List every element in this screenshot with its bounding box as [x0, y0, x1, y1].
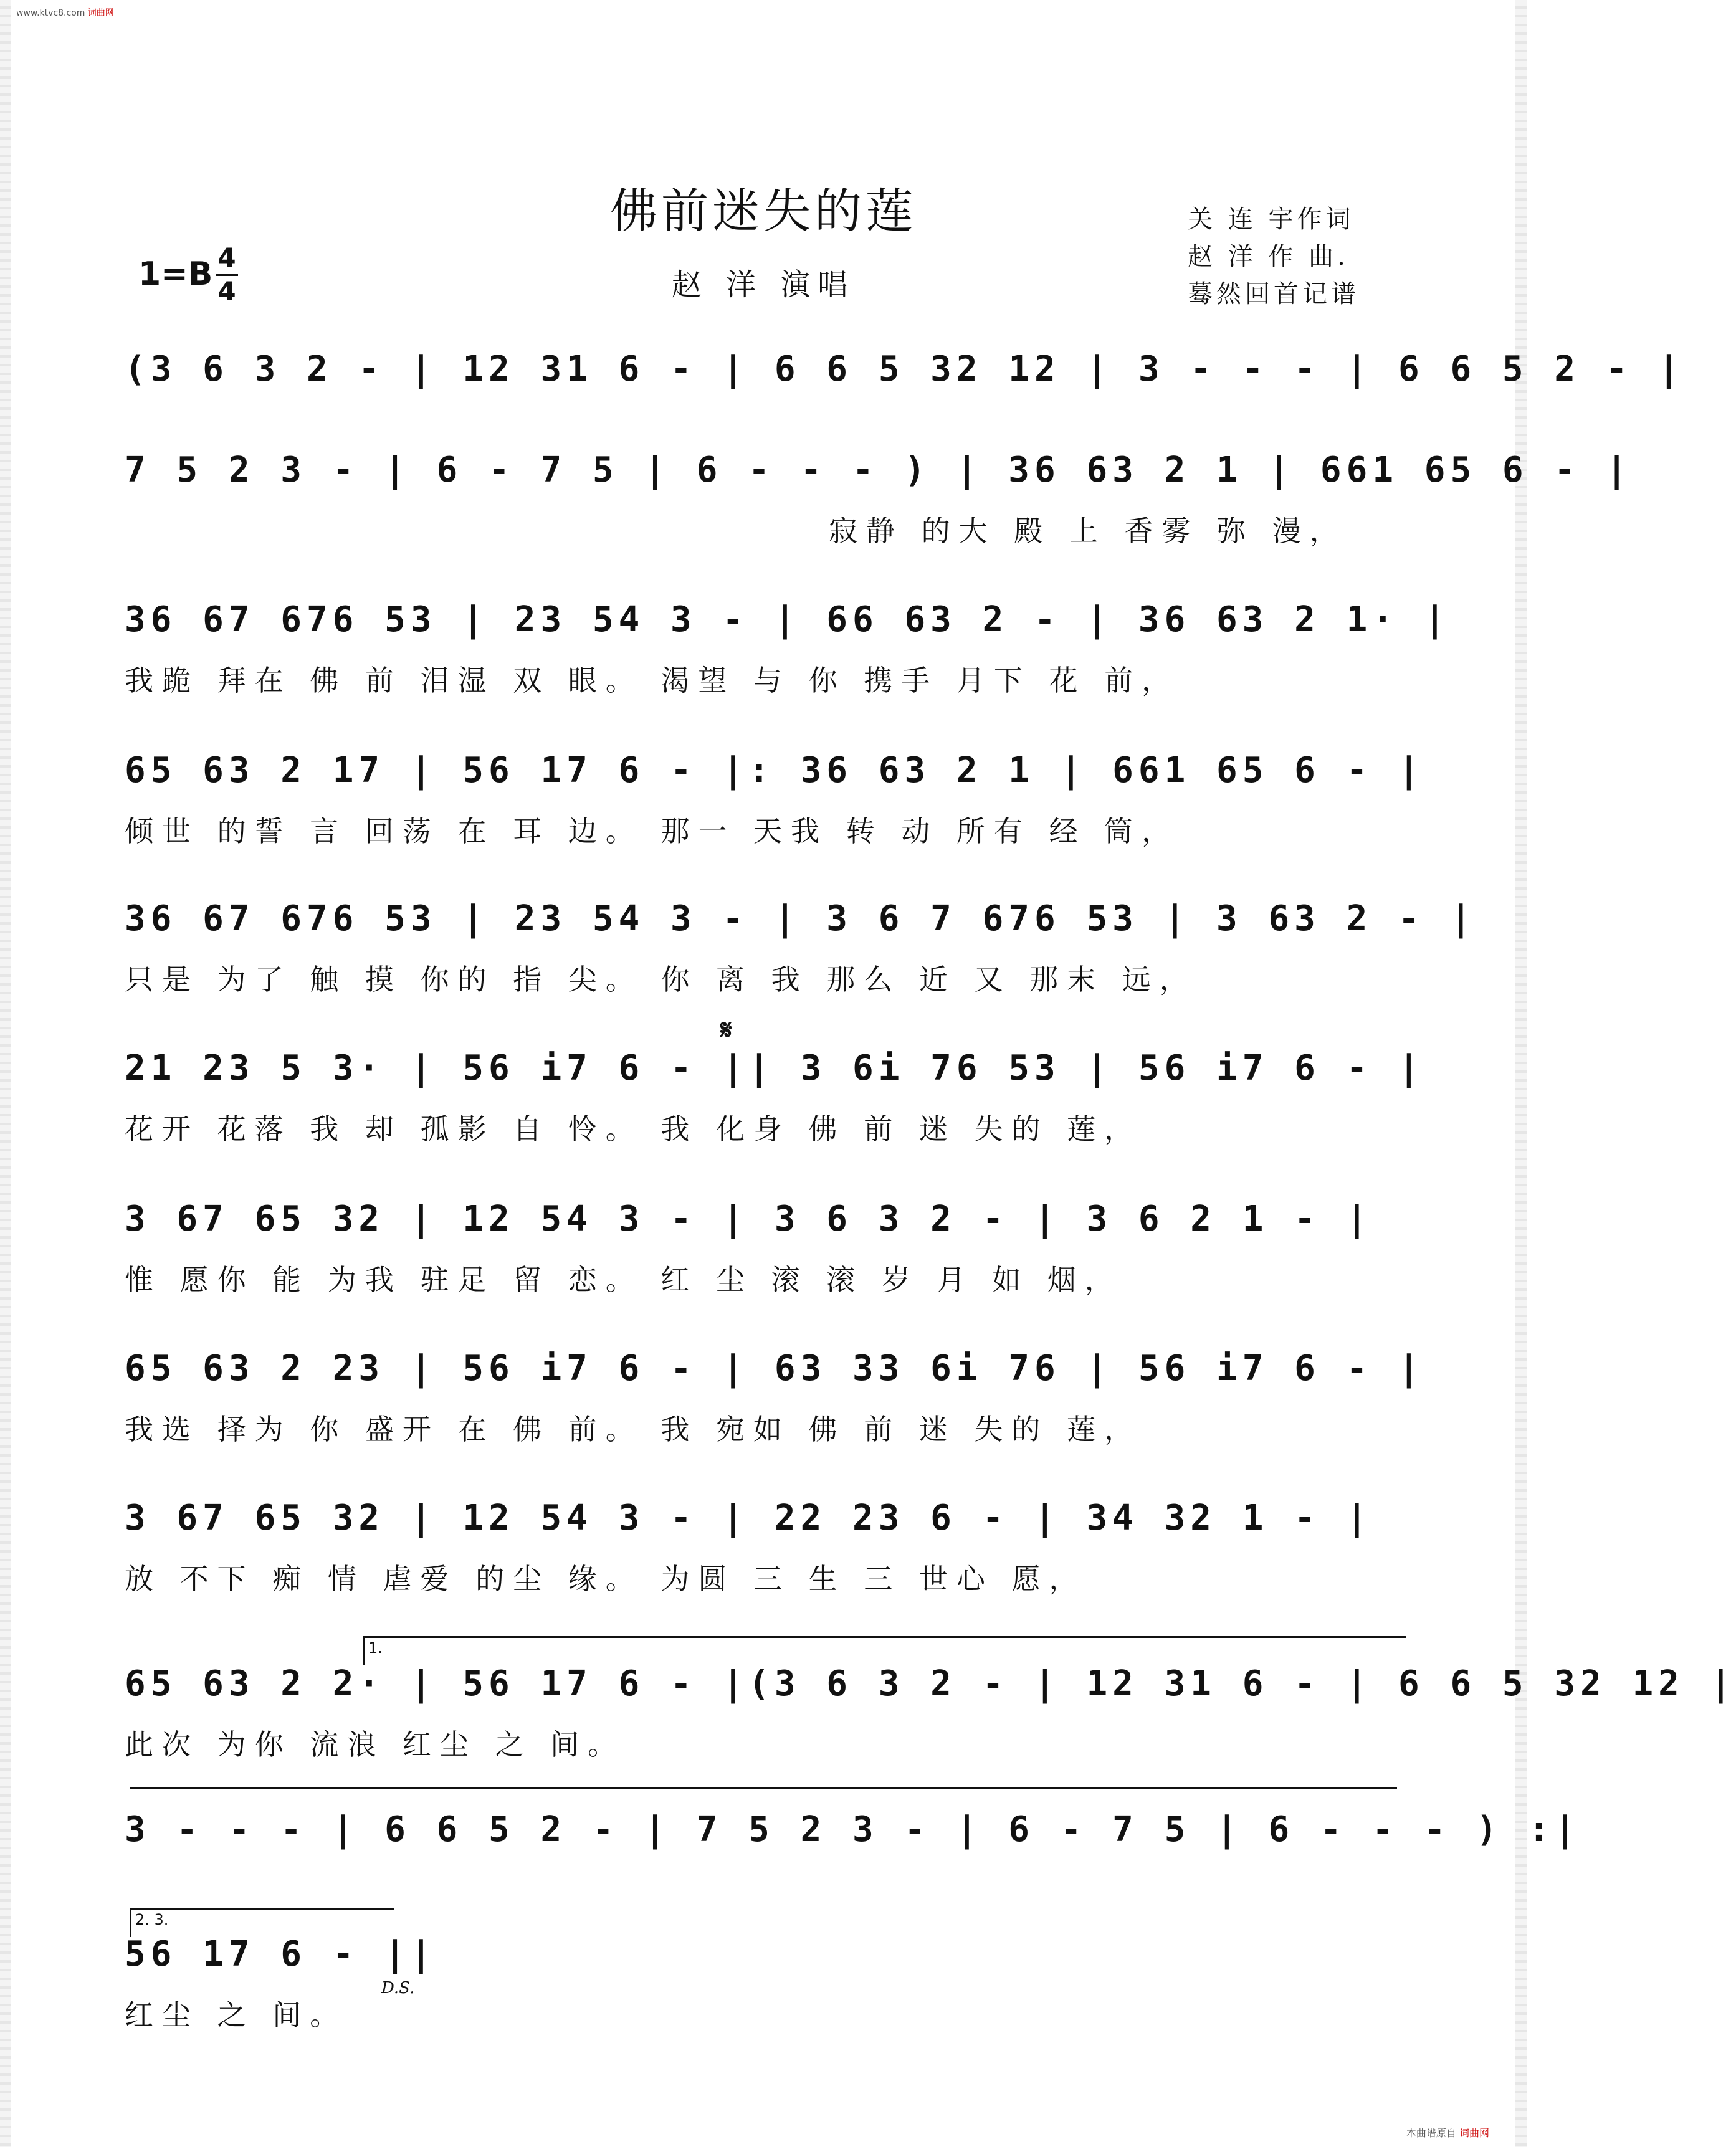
- site-url: www.ktvc8.com: [16, 8, 85, 18]
- lyric-row-10: 此次 为你 流浪 红尘 之 间。: [125, 1728, 626, 1761]
- site-logo-top: 词曲网: [87, 8, 114, 18]
- credits-block: [1188, 201, 1360, 313]
- first-ending-bracket: [363, 1636, 1406, 1665]
- notation-row-2: 7 5 2 3 - | 6 - 7 5 | 6 - - - ) | 36 63 2 1 | 661 65 6 - |: [125, 450, 1633, 490]
- lyric-row-8: 我选 择为 你 盛开 在 佛 前。 我 宛如 佛 前 迷 失的 莲，: [125, 1412, 1142, 1446]
- song-title: 佛前迷失的莲: [610, 183, 917, 239]
- site-logo-bottom: 词曲网: [1459, 2127, 1489, 2139]
- lyric-row-3: 我跪 拜在 佛 前 泪湿 双 眼。 渴望 与 你 携手 月下 花 前，: [125, 664, 1180, 697]
- notation-row-11: 3 - - - | 6 6 5 2 - | 7 5 2 3 - | 6 - 7 5 | 6 - - - ) :|: [125, 1809, 1581, 1850]
- notation-row-5: 36 67 676 53 | 23 54 3 - | 3 6 7 676 53 | 3 63 2 - |: [125, 898, 1477, 939]
- time-signature-bottom: 4: [217, 276, 236, 307]
- bottom-source-text: 本曲谱原自: [1406, 2127, 1456, 2139]
- lyric-row-7: 惟 愿你 能 为我 驻足 留 恋。 红 尘 滚 滚 岁 月 如 烟，: [125, 1263, 1122, 1297]
- notation-row-12: 56 17 6 - ||: [125, 1934, 437, 1974]
- second-third-ending-bracket: [130, 1908, 394, 1937]
- notation-row-6: 21 23 5 3· | 56 i7 6 - || 3 6i 76 53 | 56 i7 6 - |: [125, 1048, 1424, 1088]
- notation-row-10: 65 63 2 2· | 56 17 6 - |(3 6 3 2 - | 12 31 6 - | 6 6 5 32 12 |: [125, 1664, 1736, 1704]
- lyric-row-12: 红尘 之 间。: [125, 1998, 348, 2032]
- lyric-row-5: 只是 为了 触 摸 你的 指 尖。 你 离 我 那么 近 又 那末 远，: [125, 963, 1197, 996]
- lyric-row-6: 花开 花落 我 却 孤影 自 怜。 我 化身 佛 前 迷 失的 莲，: [125, 1112, 1142, 1146]
- composer-credit: 赵 洋 作 曲.: [1188, 242, 1349, 271]
- key-signature: 1=B: [138, 255, 213, 293]
- segno-sign: 𝄋: [720, 1014, 732, 1046]
- first-ending-label: 1.: [368, 1639, 383, 1657]
- dal-segno-mark: D.S.: [381, 1979, 415, 1997]
- notation-row-4: 65 63 2 17 | 56 17 6 - |: 36 63 2 1 | 661 65 6 - |: [125, 750, 1424, 791]
- notation-row-3: 36 67 676 53 | 23 54 3 - | 66 63 2 - | 36 63 2 1· |: [125, 599, 1451, 640]
- left-page-edge: [0, 0, 11, 2147]
- lyricist-credit: 关 连 宇作词: [1188, 205, 1355, 234]
- notation-row-7: 3 67 65 32 | 12 54 3 - | 3 6 3 2 - | 3 6 2 1 - |: [125, 1199, 1373, 1239]
- site-watermark-top: [16, 6, 114, 19]
- lyric-row-2: 寂静 的大 殿 上 香雾 弥 漫，: [829, 514, 1347, 548]
- time-signature-top: 4: [217, 242, 236, 273]
- singer-credit: 赵 洋 演唱: [671, 267, 856, 302]
- lyric-row-4: 倾世 的誓 言 回荡 在 耳 边。 那一 天我 转 动 所有 经 筒，: [125, 814, 1180, 848]
- lyric-row-9: 放 不下 痴 情 虐爱 的尘 缘。 为圆 三 生 三 世心 愿，: [125, 1562, 1087, 1596]
- transcriber-credit: 蓦然回首记谱: [1188, 280, 1360, 308]
- time-signature: [216, 244, 238, 305]
- site-watermark-bottom: [1406, 2125, 1489, 2140]
- second-third-ending-label: 2. 3.: [135, 1911, 169, 1928]
- notation-row-8: 65 63 2 23 | 56 i7 6 - | 63 33 6i 76 | 56 i7 6 - |: [125, 1348, 1424, 1389]
- notation-row-9: 3 67 65 32 | 12 54 3 - | 22 23 6 - | 34 32 1 - |: [125, 1498, 1373, 1538]
- first-ending-continuation-line: [130, 1787, 1397, 1789]
- notation-row-1: (3 6 3 2 - | 12 31 6 - | 6 6 5 32 12 | 3 - - - | 6 6 5 2 - |: [125, 349, 1684, 389]
